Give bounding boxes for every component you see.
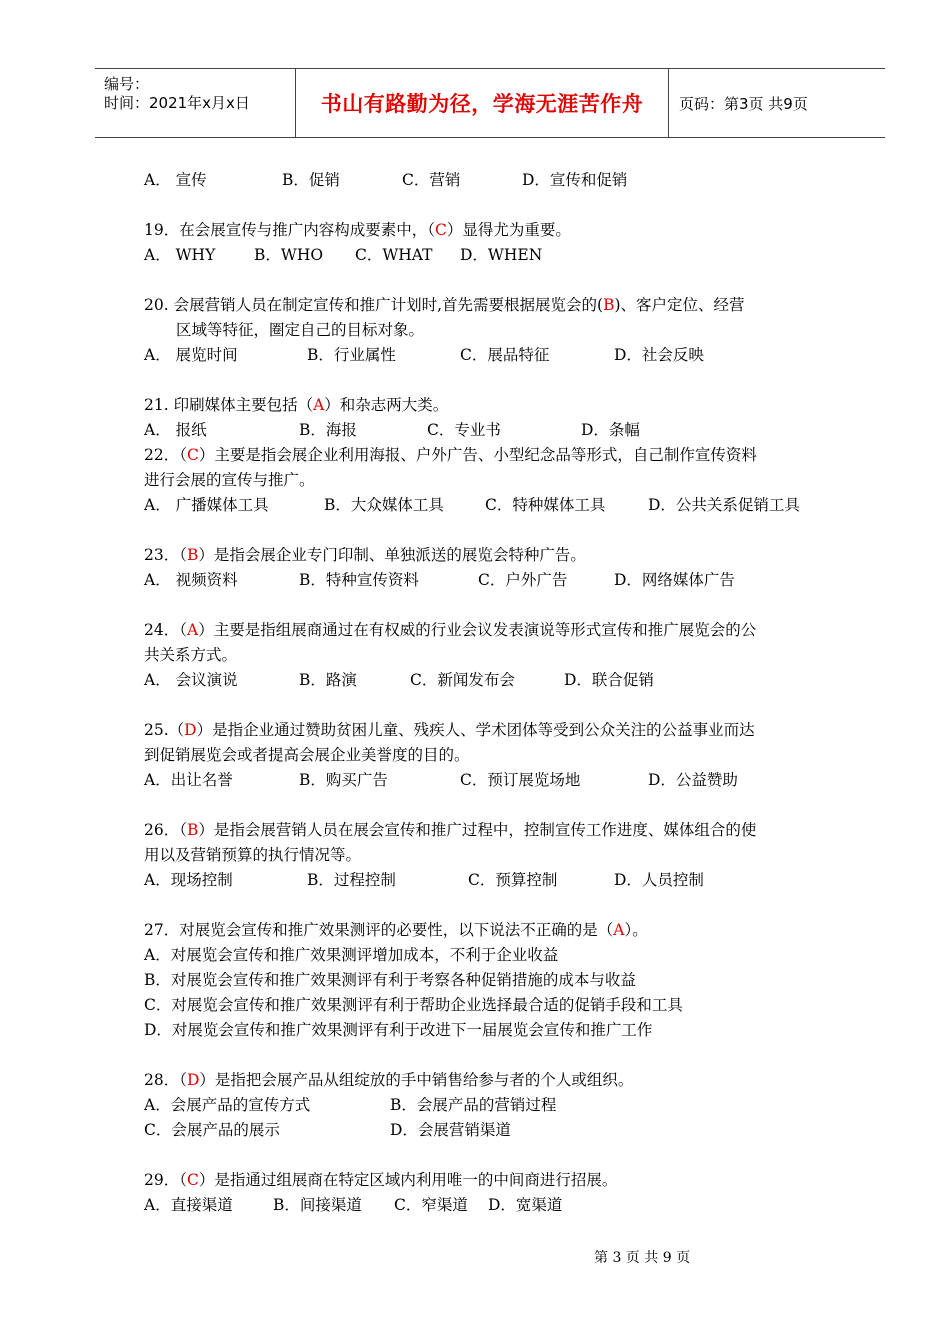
q24-answer: A: [186, 621, 199, 639]
q27-stem-start: 27．对展览会宣传和推广效果测评的必要性，以下说法不正确的是（: [144, 921, 614, 939]
q27-option-b: B．对展览会宣传和推广效果测评有利于考察各种促销措施的成本与收益: [144, 971, 636, 989]
q25-stem-start: 25.（: [144, 721, 185, 739]
option-d: D．宣传和促销: [522, 171, 628, 189]
option-c: C．WHAT: [355, 246, 433, 264]
option-d: D．公益赞助: [648, 771, 738, 789]
option-d: D．联合促销: [564, 671, 654, 689]
option-d: D．会展营销渠道: [390, 1121, 511, 1139]
q26-stem-end: ）是指会展营销人员在展会宣传和推广过程中，控制宣传工作进度、媒体组合的使: [198, 821, 757, 839]
option-c: C．预订展览场地: [460, 771, 581, 789]
q28-answer: D: [186, 1071, 200, 1089]
q20-stem-start: 20. 会展营销人员在制定宣传和推广计划时,首先需要根据展览会的(: [144, 296, 604, 314]
option-b: B．会展产品的营销过程: [390, 1096, 557, 1114]
option-a: A．会展产品的宣传方式: [144, 1096, 311, 1114]
header-page-number: 页码：第3页 共9页: [679, 94, 808, 113]
document-time-label: 时间：2021年x月x日: [104, 94, 250, 112]
question-27: [144, 920, 648, 940]
q29-answer: C: [186, 1171, 199, 1189]
option-d: D．公共关系促销工具: [648, 496, 800, 514]
q19-stem-end: ）显得尤为重要。: [446, 221, 571, 239]
q27-option-c: C．对展览会宣传和推广效果测评有利于帮助企业选择最合适的促销手段和工具: [144, 996, 683, 1014]
option-b: B．WHO: [254, 246, 324, 264]
q26-answer: B: [186, 821, 199, 839]
header-motto: 书山有路勤为径，学海无涯苦作舟: [320, 92, 644, 116]
option-b: B．海报: [299, 421, 357, 439]
q24-stem-continued: 共关系方式。: [144, 646, 238, 664]
option-c: C．特种媒体工具: [485, 496, 606, 514]
page-footer: 第 3 页 共 9 页: [594, 1250, 691, 1266]
option-a: A． 展览时间: [144, 346, 238, 364]
question-20: [144, 295, 745, 315]
q22-stem-end: ）主要是指会展企业利用海报、户外广告、小型纪念品等形式，自己制作宣传资料: [198, 446, 757, 464]
q19-stem-start: 19．在会展宣传与推广内容构成要素中，（: [144, 221, 435, 239]
question-28: [144, 1070, 633, 1090]
option-b: B．行业属性: [307, 346, 396, 364]
option-c: C．展品特征: [460, 346, 550, 364]
q24-stem-end: ）主要是指组展商通过在有权威的行业会议发表演说等形式宣传和推广展览会的公: [198, 621, 757, 639]
option-d: D．条幅: [581, 421, 640, 439]
header-info-cell: [95, 69, 296, 137]
q29-stem-start: 29．（: [144, 1171, 187, 1189]
q20-stem-end: )、客户定位、经营: [614, 296, 745, 314]
option-b: B．路演: [299, 671, 357, 689]
question-23: [144, 545, 586, 565]
option-a: A． 会议演说: [144, 671, 238, 689]
q26-stem-continued: 用以及营销预算的执行情况等。: [144, 846, 362, 864]
option-d: D．网络媒体广告: [614, 571, 735, 589]
q20-answer: B: [603, 296, 615, 314]
header-motto-cell: [296, 69, 669, 137]
option-a: A． 宣传: [144, 171, 207, 189]
q22-stem-continued: 进行会展的宣传与推广。: [144, 471, 315, 489]
option-c: C．新闻发布会: [410, 671, 515, 689]
q23-stem-end: ）是指会展企业专门印制、单独派送的展览会特种广告。: [198, 546, 586, 564]
option-a: A． 视频资料: [144, 571, 238, 589]
option-a: A． 广播媒体工具: [144, 496, 269, 514]
option-a: A．出让名誉: [144, 771, 233, 789]
option-d: D．WHEN: [460, 246, 543, 264]
option-d: D．人员控制: [614, 871, 704, 889]
option-c: C．户外广告: [478, 571, 568, 589]
q27-answer: A: [613, 921, 625, 939]
q27-option-d: D．对展览会宣传和推广效果测评有利于改进下一届展览会宣传和推广工作: [144, 1021, 653, 1039]
q21-stem-start: 21. 印刷媒体主要包括（: [144, 396, 314, 414]
option-d: D．宽渠道: [488, 1196, 563, 1214]
q20-stem-continued: 区域等特征，圈定自己的目标对象。: [176, 321, 425, 339]
q25-stem-end: ）是指企业通过赞助贫困儿童、残疾人、学术团体等受到公众关注的公益事业而达: [196, 721, 755, 739]
option-c: C．营销: [402, 171, 461, 189]
question-21: [144, 395, 448, 415]
q25-stem-continued: 到促销展览会或者提高会展企业美誉度的目的。: [144, 746, 470, 764]
option-a: A． WHY: [144, 246, 216, 264]
q23-answer: B: [186, 546, 199, 564]
option-d: D．社会反映: [614, 346, 704, 364]
option-b: B．大众媒体工具: [324, 496, 444, 514]
option-a: A．直接渠道: [144, 1196, 233, 1214]
q23-stem-start: 23．（: [144, 546, 187, 564]
option-b: B．间接渠道: [273, 1196, 362, 1214]
question-19: [144, 220, 571, 240]
question-25: [144, 720, 755, 740]
option-a: A． 报纸: [144, 421, 207, 439]
option-c: C．专业书: [427, 421, 501, 439]
option-b: B．促销: [282, 171, 340, 189]
option-c: C．会展产品的展示: [144, 1121, 280, 1139]
header-page-cell: [669, 69, 885, 137]
q22-answer: C: [186, 446, 199, 464]
option-b: B．过程控制: [307, 871, 396, 889]
q27-option-a: A．对展览会宣传和推广效果测评增加成本，不利于企业收益: [144, 946, 559, 964]
q22-stem-start: 22．（: [144, 446, 187, 464]
page-header: [95, 68, 885, 138]
q21-answer: A: [313, 396, 325, 414]
q24-stem-start: 24．（: [144, 621, 187, 639]
q26-stem-start: 26．（: [144, 821, 187, 839]
q19-answer: C: [434, 221, 447, 239]
option-b: B．购买广告: [299, 771, 388, 789]
option-b: B．特种宣传资料: [299, 571, 419, 589]
q21-stem-end: ）和杂志两大类。: [324, 396, 449, 414]
option-a: A．现场控制: [144, 871, 233, 889]
q28-stem-end: ）是指把会展产品从组绽放的手中销售给参与者的个人或组织。: [199, 1071, 634, 1089]
q29-stem-end: ）是指通过组展商在特定区域内利用唯一的中间商进行招展。: [198, 1171, 618, 1189]
question-26: [144, 820, 756, 840]
option-c: C．窄渠道: [394, 1196, 468, 1214]
question-24: [144, 620, 756, 640]
q27-stem-end: ）。: [624, 921, 648, 939]
q25-answer: D: [184, 721, 197, 739]
option-c: C．预算控制: [468, 871, 558, 889]
question-22: [144, 445, 757, 465]
document-number-label: 编号：: [104, 75, 150, 93]
q28-stem-start: 28．（: [144, 1071, 187, 1089]
question-29: [144, 1170, 617, 1190]
